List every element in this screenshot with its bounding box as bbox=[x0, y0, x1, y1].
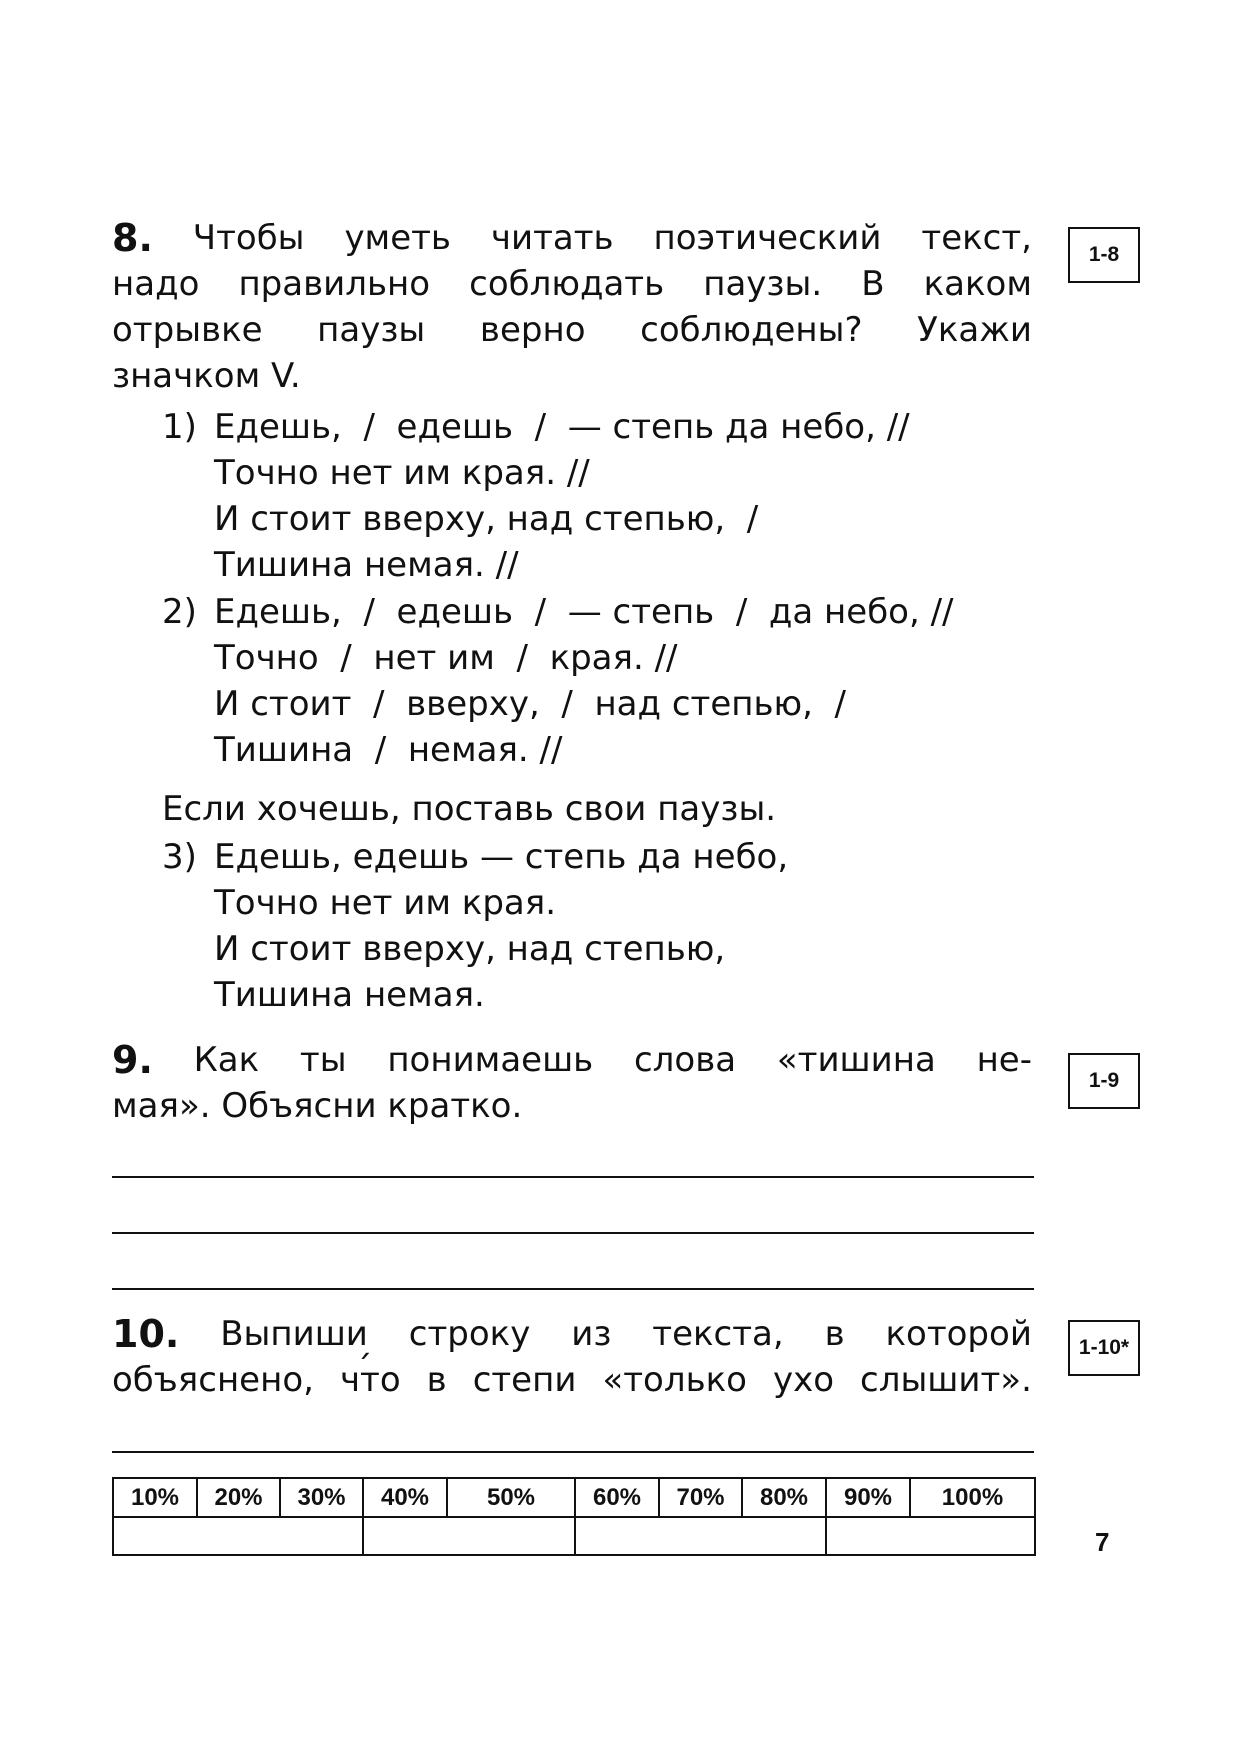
verse-line: Точно нет им края. bbox=[214, 883, 557, 923]
task-10-code-box: 1-10* bbox=[1068, 1320, 1140, 1376]
score-scale-table bbox=[112, 1477, 1036, 1556]
scale-header-cell: 90% bbox=[826, 1478, 910, 1517]
scale-mark-cell[interactable] bbox=[826, 1517, 1035, 1555]
task-9-code-box: 1-9 bbox=[1068, 1053, 1140, 1109]
option-1[interactable] bbox=[162, 404, 910, 588]
verse-line: Едешь, едешь — степь да небо, bbox=[214, 837, 789, 877]
verse-line: Едешь, / едешь / — степь / да небо, // bbox=[214, 592, 954, 632]
answer-line[interactable] bbox=[112, 1288, 1034, 1290]
task-10-prompt: 10. Выпиши строку из текста, в которой объяснено, что ´ в степи «только ухо слышит». bbox=[112, 1311, 1032, 1403]
verse-line: И стоит вверху, над степью, / bbox=[214, 499, 759, 539]
verse-line: Едешь, / едешь / — степь да небо, // bbox=[214, 407, 910, 447]
scale-mark-cell[interactable] bbox=[363, 1517, 575, 1555]
scale-header-cell: 30% bbox=[280, 1478, 363, 1517]
verse-line: Тишина немая. bbox=[214, 975, 485, 1015]
verse-line: И стоит / вверху, / над степью, / bbox=[214, 684, 847, 724]
verse-line: Точно / нет им / края. // bbox=[214, 638, 678, 678]
option-label: 1) bbox=[162, 407, 197, 447]
answer-line[interactable] bbox=[112, 1451, 1034, 1453]
option-label: 2) bbox=[162, 592, 197, 632]
task-9-prompt: 9. Как ты понимаешь слова «тишина не- мая». Объясни кратко. bbox=[112, 1038, 1032, 1126]
page-number: 7 bbox=[1095, 1527, 1110, 1557]
verse-line: Тишина / немая. // bbox=[214, 730, 563, 770]
answer-line[interactable] bbox=[112, 1232, 1034, 1234]
scale-mark-cell[interactable] bbox=[113, 1517, 363, 1555]
verse-line: Тишина немая. // bbox=[214, 545, 519, 585]
task-8-code-box: 1-8 bbox=[1068, 227, 1140, 283]
task-10-number: 10. bbox=[112, 1312, 180, 1356]
verse-line: И стоит вверху, над степью, bbox=[214, 929, 726, 969]
scale-header-cell: 100% bbox=[910, 1478, 1035, 1517]
note: Если хочешь, поставь свои паузы. bbox=[162, 789, 777, 829]
task-9-number: 9. bbox=[112, 1038, 153, 1082]
scale-header-cell: 10% bbox=[113, 1478, 197, 1517]
answer-line[interactable] bbox=[112, 1176, 1034, 1178]
scale-header-cell: 40% bbox=[363, 1478, 447, 1517]
scale-header-cell: 20% bbox=[197, 1478, 280, 1517]
scale-header-cell: 80% bbox=[742, 1478, 826, 1517]
stressed-word: что ´ bbox=[340, 1357, 401, 1403]
scale-header-cell: 70% bbox=[659, 1478, 742, 1517]
verse-line: Точно нет им края. // bbox=[214, 453, 590, 493]
scale-header-cell: 50% bbox=[447, 1478, 575, 1517]
option-label: 3) bbox=[162, 837, 197, 877]
scale-header-cell: 60% bbox=[575, 1478, 659, 1517]
task-8-prompt: 8. Чтобы уметь читать поэтический текст, надо правильно соблюдать паузы. В каком отрывке паузы верно соблюдены? Укажи значком V. bbox=[112, 216, 1032, 396]
option-2[interactable] bbox=[162, 589, 954, 773]
option-3[interactable] bbox=[162, 834, 788, 1018]
task-8-number: 8. bbox=[112, 216, 153, 260]
scale-mark-cell[interactable] bbox=[575, 1517, 826, 1555]
